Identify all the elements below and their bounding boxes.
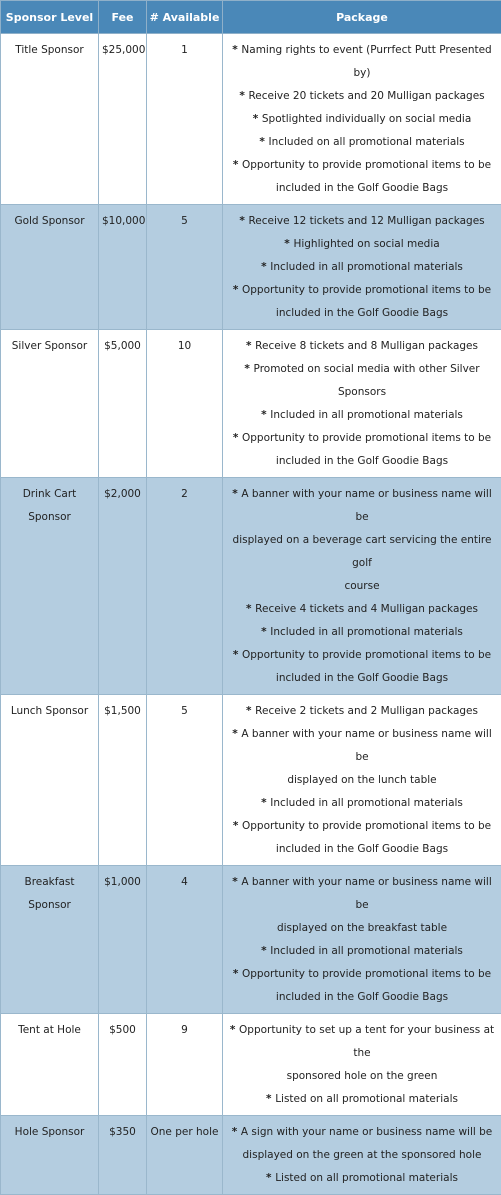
asterisk-bullet-icon: *	[259, 136, 268, 148]
sponsor-level-text: Silver Sponsor	[4, 335, 95, 358]
package-line	[226, 575, 498, 598]
asterisk-bullet-icon: *	[253, 113, 262, 125]
package-line	[226, 723, 498, 769]
asterisk-bullet-icon: *	[266, 1093, 275, 1105]
package-item-text: Listed on all promotional materials	[275, 1172, 458, 1184]
package-item-text: Opportunity to provide promotional items to be	[242, 968, 491, 980]
header-sponsor-level: Sponsor Level	[1, 1, 99, 34]
sponsor-level-cell	[1, 478, 99, 695]
package-line	[226, 598, 498, 621]
asterisk-bullet-icon: *	[261, 945, 270, 957]
package-item-text: A banner with your name or business name will be	[241, 728, 491, 763]
package-line	[226, 85, 498, 108]
package-line	[226, 838, 498, 861]
package-cell	[223, 478, 501, 695]
sponsor-level-cell	[1, 866, 99, 1014]
asterisk-bullet-icon: *	[261, 626, 270, 638]
table-row	[1, 34, 501, 205]
package-cell	[223, 695, 501, 866]
fee-cell: $10,000	[99, 205, 147, 330]
package-item-text: displayed on the breakfast table	[277, 922, 447, 934]
package-item-text: included in the Golf Goodie Bags	[276, 672, 448, 684]
table-row	[1, 205, 501, 330]
package-line	[226, 769, 498, 792]
fee-cell: $5,000	[99, 330, 147, 478]
package-line	[226, 986, 498, 1009]
package-line	[226, 529, 498, 575]
asterisk-bullet-icon: *	[232, 876, 241, 888]
package-item-text: Receive 20 tickets and 20 Mulligan packages	[248, 90, 484, 102]
table-row	[1, 695, 501, 866]
package-line	[226, 279, 498, 302]
package-line	[226, 483, 498, 529]
header-row	[1, 1, 501, 34]
package-line	[226, 1019, 498, 1065]
asterisk-bullet-icon: *	[261, 409, 270, 421]
package-item-text: Included in all promotional materials	[270, 945, 463, 957]
package-item-text: displayed on the green at the sponsored hole	[243, 1149, 482, 1161]
asterisk-bullet-icon: *	[233, 649, 242, 661]
asterisk-bullet-icon: *	[261, 797, 270, 809]
available-cell: 2	[147, 478, 223, 695]
asterisk-bullet-icon: *	[261, 261, 270, 273]
package-cell	[223, 34, 501, 205]
package-line	[226, 792, 498, 815]
package-item-text: Included in all promotional materials	[270, 261, 463, 273]
package-cell	[223, 866, 501, 1014]
asterisk-bullet-icon: *	[233, 820, 242, 832]
asterisk-bullet-icon: *	[239, 90, 248, 102]
fee-cell: $25,000	[99, 34, 147, 205]
package-line	[226, 450, 498, 473]
package-item-text: Receive 8 tickets and 8 Mulligan packages	[255, 340, 478, 352]
package-line	[226, 427, 498, 450]
header-fee: Fee	[99, 1, 147, 34]
asterisk-bullet-icon: *	[232, 728, 241, 740]
package-line	[226, 667, 498, 690]
package-item-text: course	[344, 580, 379, 592]
package-item-text: Included in all promotional materials	[270, 409, 463, 421]
sponsor-level-text: Breakfast	[4, 871, 95, 894]
package-item-text: Included in all promotional materials	[270, 626, 463, 638]
package-item-text: included in the Golf Goodie Bags	[276, 182, 448, 194]
package-line	[226, 108, 498, 131]
sponsor-level-cell	[1, 695, 99, 866]
package-line	[226, 177, 498, 200]
sponsor-level-text: Drink Cart	[4, 483, 95, 506]
package-line	[226, 644, 498, 667]
asterisk-bullet-icon: *	[284, 238, 293, 250]
available-cell: 1	[147, 34, 223, 205]
available-cell: 9	[147, 1014, 223, 1116]
package-item-text: included in the Golf Goodie Bags	[276, 843, 448, 855]
package-item-text: Spotlighted individually on social media	[262, 113, 471, 125]
package-cell	[223, 330, 501, 478]
package-item-text: A sign with your name or business name will be	[241, 1126, 492, 1138]
asterisk-bullet-icon: *	[246, 705, 255, 717]
table-row	[1, 1116, 501, 1195]
sponsor-level-cell	[1, 1116, 99, 1195]
package-item-text: Opportunity to provide promotional items to be	[242, 159, 491, 171]
package-line	[226, 210, 498, 233]
package-line	[226, 131, 498, 154]
sponsor-level-cell	[1, 34, 99, 205]
package-line	[226, 256, 498, 279]
sponsor-level-text: Title Sponsor	[4, 39, 95, 62]
fee-cell: $2,000	[99, 478, 147, 695]
package-item-text: Sponsors	[338, 386, 386, 398]
table-body	[1, 34, 501, 1195]
available-cell: 10	[147, 330, 223, 478]
package-item-text: Listed on all promotional materials	[275, 1093, 458, 1105]
package-item-text: included in the Golf Goodie Bags	[276, 991, 448, 1003]
package-item-text: Receive 2 tickets and 2 Mulligan packages	[255, 705, 478, 717]
package-line	[226, 871, 498, 917]
available-cell: 5	[147, 695, 223, 866]
package-line	[226, 404, 498, 427]
sponsor-level-text: Lunch Sponsor	[4, 700, 95, 723]
table-row	[1, 1014, 501, 1116]
package-item-text: Highlighted on social media	[293, 238, 439, 250]
package-line	[226, 621, 498, 644]
package-item-text: Included on all promotional materials	[268, 136, 464, 148]
package-line	[226, 39, 498, 85]
package-item-text: A banner with your name or business name will be	[241, 876, 491, 911]
package-line	[226, 1088, 498, 1111]
package-item-text: Receive 4 tickets and 4 Mulligan packages	[255, 603, 478, 615]
asterisk-bullet-icon: *	[233, 284, 242, 296]
asterisk-bullet-icon: *	[244, 363, 253, 375]
package-item-text: Naming rights to event (Purrfect Putt Presented by)	[241, 44, 491, 79]
package-item-text: Opportunity to provide promotional items to be	[242, 820, 491, 832]
asterisk-bullet-icon: *	[232, 44, 241, 56]
sponsor-level-text: Tent at Hole	[4, 1019, 95, 1042]
package-line	[226, 233, 498, 256]
sponsor-level-text: Sponsor	[4, 506, 95, 529]
package-line	[226, 302, 498, 325]
sponsor-level-cell	[1, 205, 99, 330]
package-item-text: A banner with your name or business name will be	[241, 488, 491, 523]
package-item-text: Opportunity to provide promotional items to be	[242, 649, 491, 661]
available-cell: 4	[147, 866, 223, 1014]
package-cell	[223, 1014, 501, 1116]
table-row	[1, 866, 501, 1014]
asterisk-bullet-icon: *	[239, 215, 248, 227]
package-line	[226, 917, 498, 940]
available-cell: One per hole	[147, 1116, 223, 1195]
fee-cell: $1,000	[99, 866, 147, 1014]
package-item-text: Opportunity to provide promotional items to be	[242, 284, 491, 296]
asterisk-bullet-icon: *	[233, 968, 242, 980]
package-line	[226, 700, 498, 723]
package-line	[226, 1144, 498, 1167]
asterisk-bullet-icon: *	[246, 603, 255, 615]
package-line	[226, 1167, 498, 1190]
package-line	[226, 335, 498, 358]
package-item-text: sponsored hole on the green	[287, 1070, 438, 1082]
sponsor-level-text: Sponsor	[4, 894, 95, 917]
fee-cell: $350	[99, 1116, 147, 1195]
asterisk-bullet-icon: *	[246, 340, 255, 352]
package-item-text: Promoted on social media with other Silver	[254, 363, 480, 375]
package-item-text: included in the Golf Goodie Bags	[276, 307, 448, 319]
asterisk-bullet-icon: *	[233, 159, 242, 171]
package-line	[226, 815, 498, 838]
fee-cell: $500	[99, 1014, 147, 1116]
asterisk-bullet-icon: *	[266, 1172, 275, 1184]
package-cell	[223, 1116, 501, 1195]
package-line	[226, 381, 498, 404]
sponsor-level-cell	[1, 1014, 99, 1116]
header-package: Package	[223, 1, 501, 34]
package-line	[226, 1121, 498, 1144]
package-cell	[223, 205, 501, 330]
header-available: # Available	[147, 1, 223, 34]
asterisk-bullet-icon: *	[232, 488, 241, 500]
package-item-text: Opportunity to set up a tent for your business at the	[239, 1024, 494, 1059]
package-item-text: displayed on a beverage cart servicing the entire golf	[233, 534, 492, 569]
sponsor-level-text: Gold Sponsor	[4, 210, 95, 233]
package-item-text: Included in all promotional materials	[270, 797, 463, 809]
asterisk-bullet-icon: *	[230, 1024, 239, 1036]
sponsor-level-cell	[1, 330, 99, 478]
package-line	[226, 358, 498, 381]
sponsor-level-text: Hole Sponsor	[4, 1121, 95, 1144]
fee-cell: $1,500	[99, 695, 147, 866]
table-row	[1, 330, 501, 478]
available-cell: 5	[147, 205, 223, 330]
asterisk-bullet-icon: *	[233, 432, 242, 444]
package-line	[226, 940, 498, 963]
package-line	[226, 154, 498, 177]
package-item-text: Receive 12 tickets and 12 Mulligan packages	[248, 215, 484, 227]
table-row	[1, 478, 501, 695]
package-item-text: displayed on the lunch table	[287, 774, 436, 786]
package-line	[226, 963, 498, 986]
asterisk-bullet-icon: *	[232, 1126, 241, 1138]
package-item-text: Opportunity to provide promotional items to be	[242, 432, 491, 444]
package-item-text: included in the Golf Goodie Bags	[276, 455, 448, 467]
package-line	[226, 1065, 498, 1088]
